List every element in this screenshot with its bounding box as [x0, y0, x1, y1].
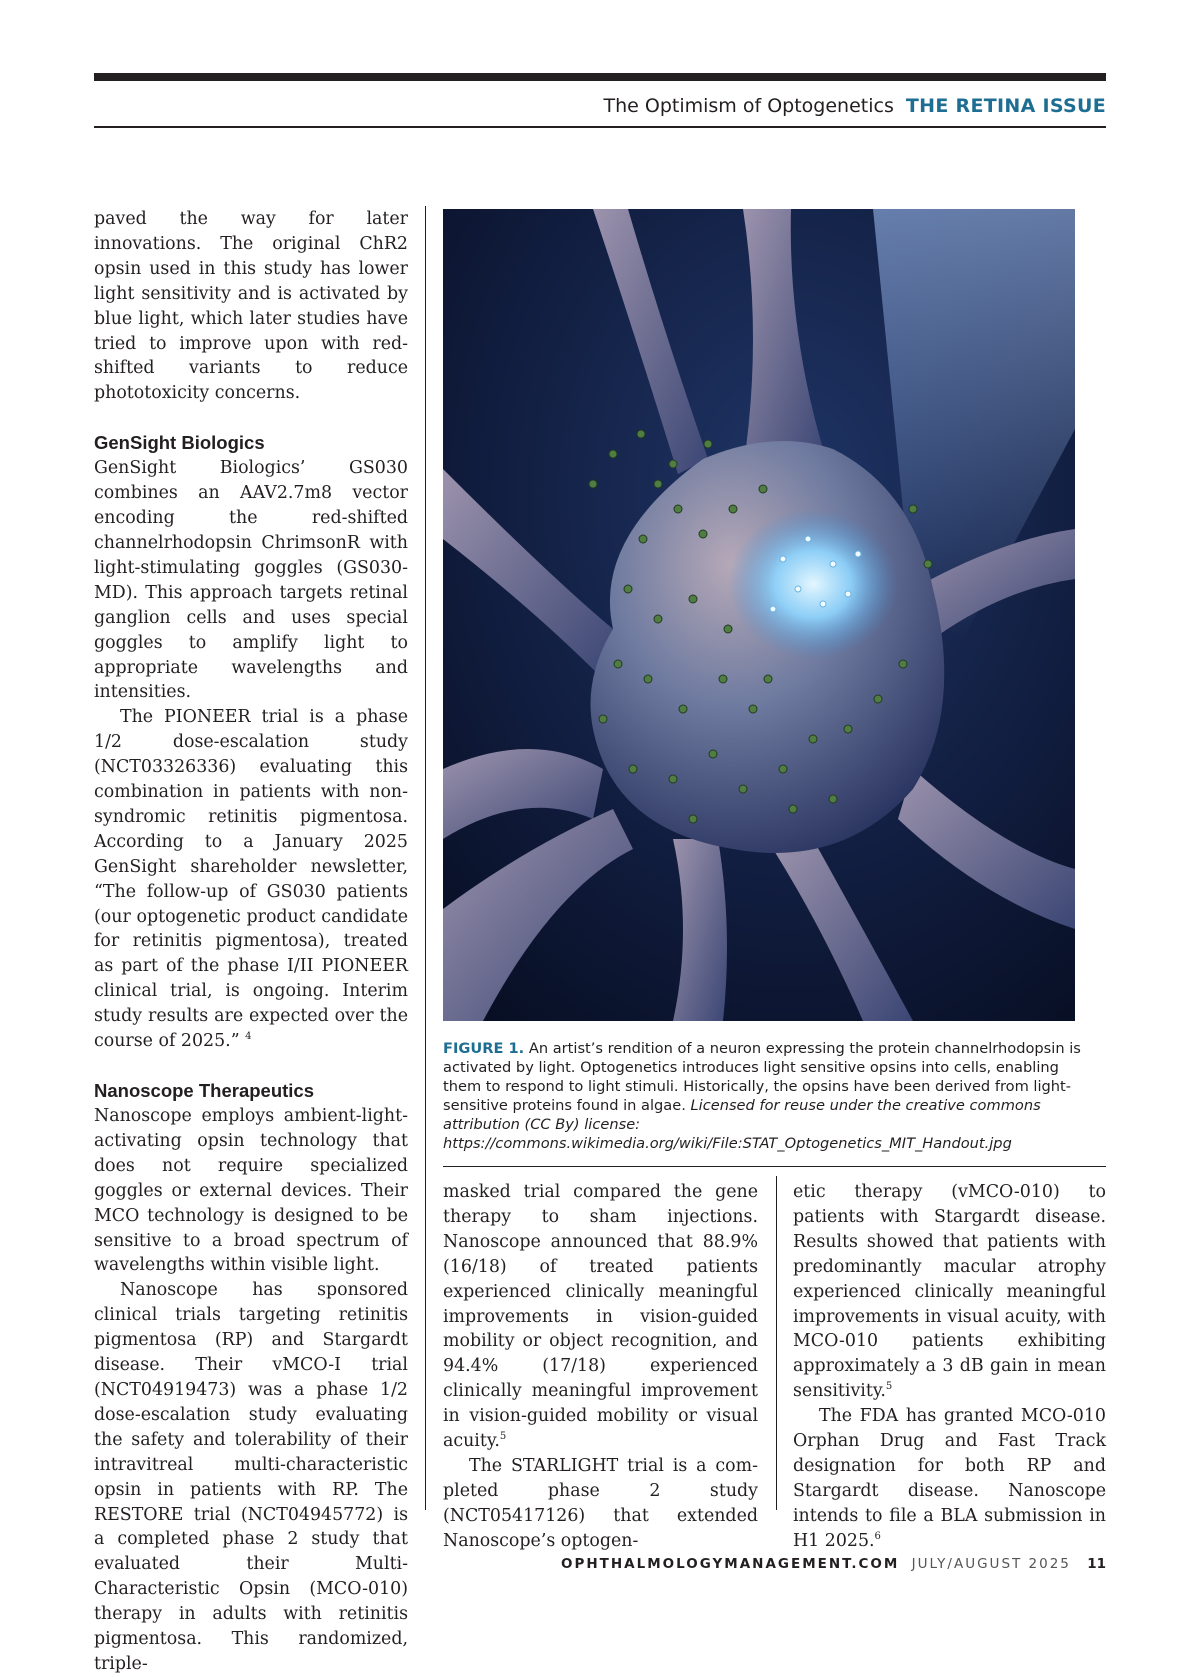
- column-2: [443, 1180, 758, 1554]
- paragraph-starlight: The STARLIGHT trial is a completed phase 2 study (NCT05417126) that extended Nanoscope’s optogen-: [443, 1455, 758, 1551]
- paragraph-intro: paved the way for later innovations. The original ChR2 opsin used in this study has lower light sensitivity and is activated by blue light, which later studies have tried to improve upon with red-shifted variants to reduce phototoxicity concerns.: [94, 209, 408, 404]
- footer-issue: JULY/AUGUST 2025: [911, 1556, 1071, 1572]
- paragraph-starlight-cont-text: etic therapy (vMCO-010) to patients with Stargardt disease. Results showed that patients with predominantly macular atrophy experienced clinically meaningful improvements in visual acuity, with MCO-010 patients exhibiting approximately a 3 dB gain in mean sensitivity.: [793, 1182, 1106, 1402]
- paragraph-fda-text: The FDA has granted MCO-010 Orphan Drug and Fast Track designation for both RP and Stargardt disease. Nanoscope intends to file a BLA submission in H1 2025.: [793, 1406, 1106, 1551]
- column-divider-1: [425, 206, 426, 1510]
- paragraph-gensight-2: [94, 705, 408, 1054]
- subhead-gensight: GenSight Biologics: [94, 432, 265, 454]
- section-title: THE RETINA ISSUE: [905, 95, 1106, 117]
- paragraph-starlight-cont: [793, 1180, 1106, 1404]
- column-1: [94, 207, 408, 1677]
- page-footer: [94, 1556, 1106, 1572]
- paragraph-nanoscope-1: Nanoscope employs ambient-light-activating opsin technology that does not require specialized goggles or external devices. Their MCO technology is designed to be sensitive to a broad spectrum of wavelengths within visible light.: [94, 1106, 408, 1276]
- column-3: [793, 1180, 1106, 1554]
- header-top-bar: [94, 73, 1106, 81]
- article-title: The Optimism of Optogenetics: [603, 95, 894, 117]
- subhead-nanoscope: Nanoscope Therapeutics: [94, 1080, 315, 1101]
- footer-site: OPHTHALMOLOGYMANAGEMENT.COM: [561, 1556, 900, 1572]
- figure-caption-text: An artist’s rendition of a neuron expressing the protein channelrhodopsin is activated by light. Optogenetics introduces light sensitive opsins into cells, enabling them to respond to light stimuli. Historically, the opsins have been derived from light-sensitive proteins found in algae.: [443, 1040, 1081, 1114]
- paragraph-fda: [793, 1404, 1106, 1553]
- figure-license: Licensed for reuse under the creative commons attribution (CC By) license: https://commons.wikimedia.org/wiki/File:STAT_Optogenetics_MIT_Handout.jpg: [443, 1097, 1041, 1152]
- figure-caption: [443, 1039, 1083, 1153]
- figure-neuron-illustration: [443, 209, 1075, 1021]
- figure-label: FIGURE 1.: [443, 1040, 525, 1057]
- paragraph-gensight-2-text: The PIONEER trial is a phase 1/2 dose-escalation study (NCT03326336) evaluating this combination in patients with non-syndromic retinitis pigmentosa. According to a January 2025 GenSight shareholder newsletter, “The follow-up of GS030 patients (our optogenetic product candidate for retinitis pigmentosa), treated as part of the phase I/II PIONEER clinical trial, is ongoing. Interim study results are expected over the course of 2025.”: [94, 707, 408, 1052]
- paragraph-restore-cont: [443, 1180, 758, 1454]
- reference-5a: 5: [499, 1431, 507, 1443]
- column-divider-2: [776, 1176, 777, 1510]
- reference-6: 6: [874, 1530, 881, 1542]
- page-number: 11: [1087, 1556, 1106, 1572]
- header-rule: [94, 126, 1106, 128]
- running-header: [94, 93, 1106, 123]
- paragraph-gensight-1: GenSight Biologics’ GS030 combines an AAV2.7m8 vector encoding the red-shifted channelrhodopsin ChrimsonR with light-stimulating goggles (GS030-MD). This approach targets retinal ganglion cells and uses special goggles to amplify light to appropriate wavelengths and intensities.: [94, 458, 408, 703]
- paragraph-restore-cont-text: masked trial compared the gene therapy to sham injections. Nanoscope announced that 88.9% (16/18) of treated patients experienced clinically meaningful improvements in vision-guided mobility or object recognition, and 94.4% (17/18) experienced clinically meaningful improvement in vision-guided mobility or visual acuity.: [443, 1182, 758, 1452]
- reference-5b: 5: [885, 1381, 893, 1393]
- paragraph-nanoscope-2: Nanoscope has sponsored clinical trials targeting retinitis pigmentosa (RP) and Stargardt disease. Their vMCO-I trial (NCT04919473) was a phase 1/2 dose-escalation study evaluating the safety and tolerability of their intravitreal multi-characteristic opsin in patients with RP. The RESTORE trial (NCT04945772) is a completed phase 2 study that evaluated their Multi-Characteristic Opsin (MCO-010) therapy in adults with retinitis pigmentosa. This randomized, triple-: [94, 1280, 408, 1674]
- caption-rule: [443, 1166, 1106, 1167]
- reference-4: 4: [245, 1031, 252, 1043]
